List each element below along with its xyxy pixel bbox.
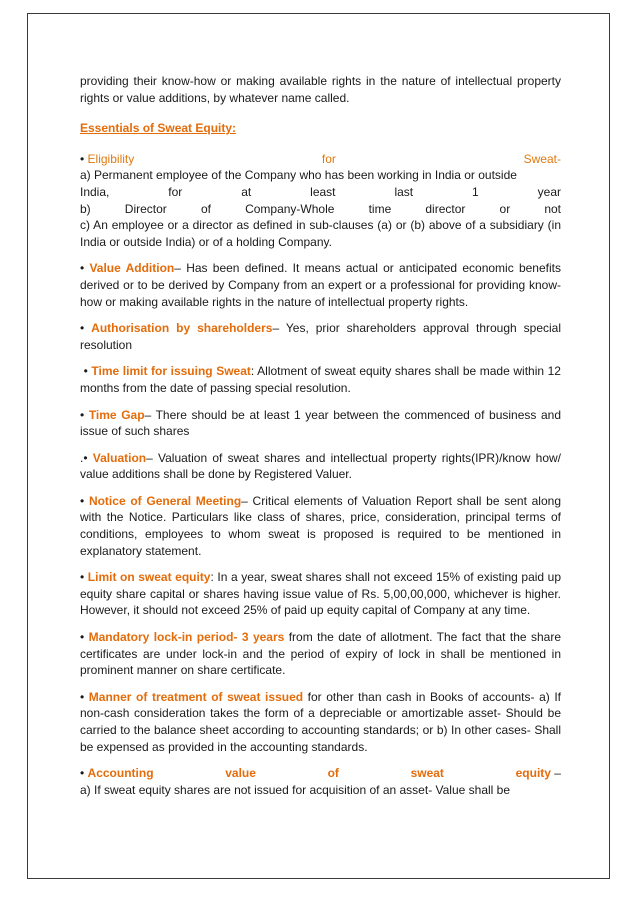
time-gap-paragraph: • Time Gap– There should be at least 1 year between the commenced of business and issue of such shares xyxy=(80,407,562,439)
document-body xyxy=(80,73,561,798)
time-limit-label: Time limit for issuing Sweat xyxy=(91,364,251,379)
eligibility-clause-a-cont: India, for at least last 1 year xyxy=(80,184,561,199)
value-addition-paragraph: • Value Addition– Has been defined. It means actual or anticipated economic benefits derived or to be derived by Company from an expert or a professional for providing know-how or making available rights in the nature of intellectual property rights. xyxy=(80,261,561,309)
eligibility-clause-a: a) Permanent employee of the Company who has been working in India or outside xyxy=(80,168,517,183)
value-addition-label: Value Addition xyxy=(89,261,175,276)
limit-label: Limit on sweat equity xyxy=(87,570,211,585)
limit-paragraph: • Limit on sweat equity: In a year, sweat shares shall not exceed 15% of existing paid up equity share capital or shares having issue value of Rs. 5,00,00,000, whichever is higher. However, it should not exceed 25% of paid up equity capital of Company at any time. xyxy=(80,570,562,618)
notice-paragraph: • Notice of General Meeting– Critical elements of Valuation Report shall be sent along with the Notice. Particulars like class of shares, price, consideration, principal terms of conditions, employees to whom sweat is proposed is required to be mentioned in explanatory statement. xyxy=(80,493,561,558)
valuation-paragraph: .• Valuation– Valuation of sweat shares and intellectual property rights(IPR)/know how/ value additions shall be done by Registered Valuer. xyxy=(80,450,561,482)
lockin-paragraph: • Mandatory lock-in period- 3 years from the date of allotment. The fact that the share certificates are under lock-in and the period of expiry of lock in shall be mentioned in prominent manner on share certificate. xyxy=(80,630,561,678)
eligibility-clause-c: c) An employee or a director as defined in sub-clauses (a) or (b) above of a subsidiary (in India or outside India) or of a holding Company. xyxy=(80,218,561,249)
treatment-paragraph: • Manner of treatment of sweat issued for other than cash in Books of accounts- a) If non-cash consideration takes the form of a depreciable or amortizable asset- Should be carried to the balance sheet according to accounting standards; or b) In other cases- Shall be expensed as provided in the accounting standards. xyxy=(80,689,561,754)
eligibility-clause-b: b) Director of Company-Whole time director or not xyxy=(80,201,561,216)
time-limit-paragraph: • Time limit for issuing Sweat: Allotment of sweat equity shares shall be made within 12 months from the date of passing special resolution. xyxy=(80,364,561,395)
authorisation-label: Authorisation by shareholders xyxy=(91,321,273,336)
accounting-title-line: • Accounting value of sweat equity – xyxy=(80,766,561,781)
time-gap-label: Time Gap xyxy=(88,407,145,422)
notice-label: Notice of General Meeting xyxy=(88,493,242,508)
accounting-clause-a: a) If sweat equity shares are not issued for acquisition of an asset- Value shall be xyxy=(80,782,511,797)
eligibility-label: Eligibility xyxy=(87,151,135,166)
eligibility-block xyxy=(80,151,561,251)
eligibility-title-line: • Eligibility for Sweat- xyxy=(80,151,561,166)
accounting-paragraph xyxy=(80,765,561,798)
section-heading: Essentials of Sweat Equity: xyxy=(80,121,237,136)
intro-paragraph: providing their know-how or making available rights in the nature of intellectual property rights or value additions, by whatever name called. xyxy=(80,74,561,105)
authorisation-paragraph: • Authorisation by shareholders– Yes, prior shareholders approval through special resolution xyxy=(80,321,562,352)
lockin-label: Mandatory lock-in period- 3 years xyxy=(88,630,285,645)
treatment-label: Manner of treatment of sweat issued xyxy=(88,689,304,704)
valuation-label: Valuation xyxy=(92,450,147,465)
